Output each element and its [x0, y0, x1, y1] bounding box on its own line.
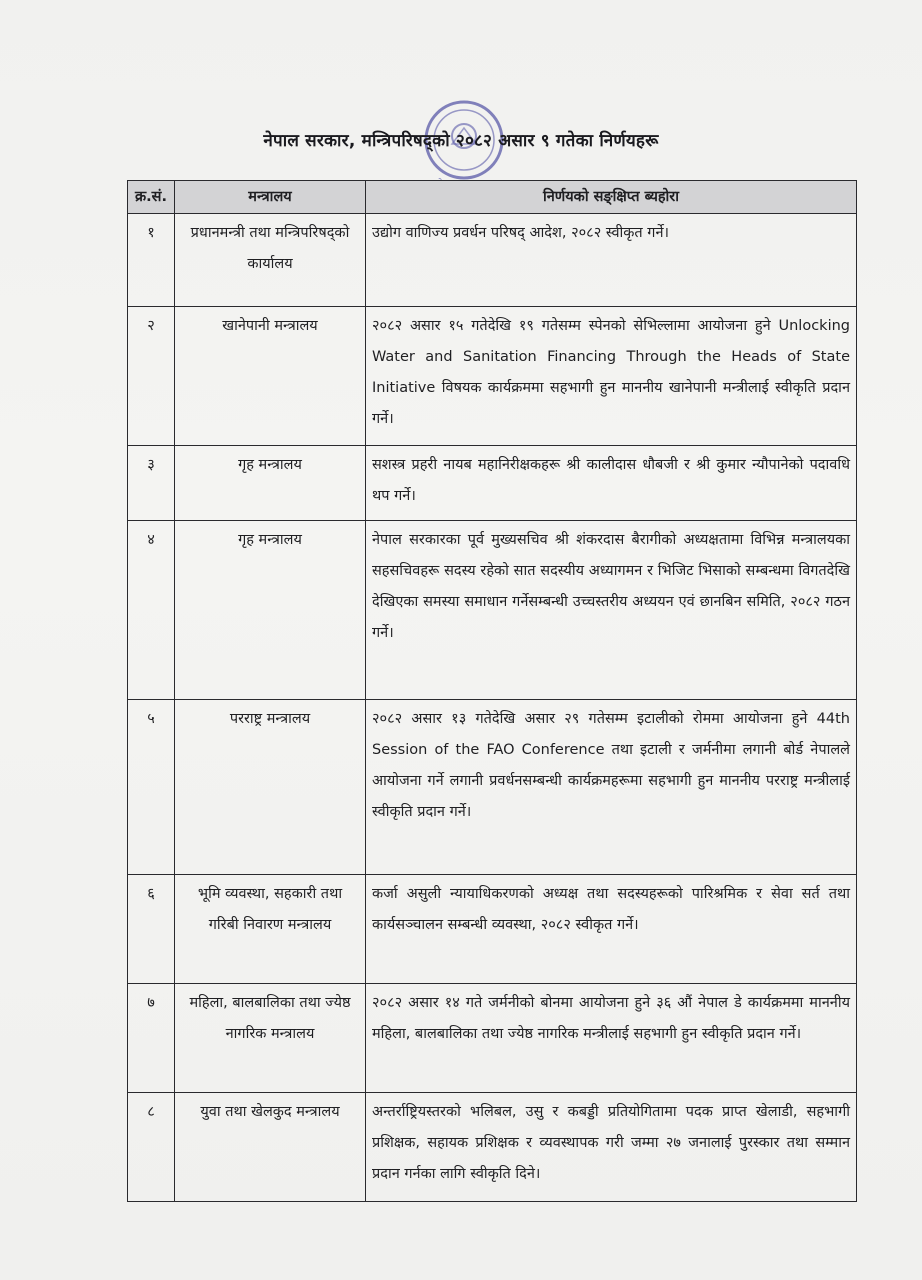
- table-header-row: [128, 181, 857, 214]
- row-ministry: भूमि व्यवस्था, सहकारी तथा गरिबी निवारण मन्त्रालय: [175, 875, 366, 984]
- row-serial: १: [128, 214, 175, 307]
- row-ministry: परराष्ट्र मन्त्रालय: [175, 700, 366, 875]
- row-decision: २०८२ असार १३ गतेदेखि असार २९ गतेसम्म इटालीको रोममा आयोजना हुने 44th Session of the FAO Conference तथा इटाली र जर्मनीमा लगानी बोर्ड नेपालले आयोजना गर्ने लगानी प्रवर्धनसम्बन्धी कार्यक्रमहरूमा सहभागी हुन माननीय परराष्ट्र मन्त्रीलाई स्वीकृति प्रदान गर्ने।: [366, 700, 857, 875]
- table-row: [128, 446, 857, 521]
- row-ministry: खानेपानी मन्त्रालय: [175, 307, 366, 446]
- row-ministry: युवा तथा खेलकुद मन्त्रालय: [175, 1093, 366, 1202]
- row-decision: २०८२ असार १५ गतेदेखि १९ गतेसम्म स्पेनको सेभिल्लामा आयोजना हुने Unlocking Water and Sanitation Financing Through the Heads of State Initiative विषयक कार्यक्रममा सहभागी हुन माननीय खानेपानी मन्त्रीलाई स्वीकृति प्रदान गर्ने।: [366, 307, 857, 446]
- row-serial: ४: [128, 521, 175, 700]
- page-title: नेपाल सरकार, मन्त्रिपरिषद्को २०८२ असार ९ गतेका निर्णयहरू: [263, 131, 659, 151]
- row-ministry: गृह मन्त्रालय: [175, 446, 366, 521]
- table-row: [128, 875, 857, 984]
- table-row: [128, 984, 857, 1093]
- row-serial: ३: [128, 446, 175, 521]
- table-row: [128, 700, 857, 875]
- decisions-table: [127, 180, 857, 1202]
- row-ministry: प्रधानमन्त्री तथा मन्त्रिपरिषद्को कार्यालय: [175, 214, 366, 307]
- table-row: [128, 307, 857, 446]
- table-row: [128, 521, 857, 700]
- row-decision: उद्योग वाणिज्य प्रवर्धन परिषद् आदेश, २०८२ स्वीकृत गर्ने।: [366, 214, 857, 307]
- row-serial: २: [128, 307, 175, 446]
- table-row: [128, 214, 857, 307]
- row-decision: २०८२ असार १४ गते जर्मनीको बोनमा आयोजना हुने ३६ औं नेपाल डे कार्यक्रममा माननीय महिला, बालबालिका तथा ज्येष्ठ नागरिक मन्त्रीलाई सहभागी हुन स्वीकृति प्रदान गर्ने।: [366, 984, 857, 1093]
- row-decision: नेपाल सरकारका पूर्व मुख्यसचिव श्री शंकरदास बैरागीको अध्यक्षतामा विभिन्न मन्त्रालयका सहसचिवहरू सदस्य रहेको सात सदस्यीय अध्यागमन र भिजिट भिसाको सम्बन्धमा विगतदेखि देखिएका समस्या समाधान गर्नेसम्बन्धी उच्चस्तरीय अध्ययन एवं छानबिन समिति, २०८२ गठन गर्ने।: [366, 521, 857, 700]
- row-decision: सशस्त्र प्रहरी नायब महानिरीक्षकहरू श्री कालीदास धौबजी र श्री कुमार न्यौपानेको पदावधि थप गर्ने।: [366, 446, 857, 521]
- table-row: [128, 1093, 857, 1202]
- header-ministry: मन्त्रालय: [175, 181, 366, 214]
- row-decision: अन्तर्राष्ट्रियस्तरको भलिबल, उसु र कबड्डी प्रतियोगितामा पदक प्राप्त खेलाडी, सहभागी प्रशिक्षक, सहायक प्रशिक्षक र व्यवस्थापक गरी जम्मा २७ जनालाई पुरस्कार तथा सम्मान प्रदान गर्नका लागि स्वीकृति दिने।: [366, 1093, 857, 1202]
- row-serial: ६: [128, 875, 175, 984]
- row-serial: ५: [128, 700, 175, 875]
- row-serial: ८: [128, 1093, 175, 1202]
- header-serial: क्र.सं.: [128, 181, 175, 214]
- row-serial: ७: [128, 984, 175, 1093]
- row-ministry: महिला, बालबालिका तथा ज्येष्ठ नागरिक मन्त्रालय: [175, 984, 366, 1093]
- header-decision: निर्णयको सङ्क्षिप्त ब्यहोरा: [366, 181, 857, 214]
- row-ministry: गृह मन्त्रालय: [175, 521, 366, 700]
- row-decision: कर्जा असुली न्यायाधिकरणको अध्यक्ष तथा सदस्यहरूको पारिश्रमिक र सेवा सर्त तथा कार्यसञ्चालन सम्बन्धी व्यवस्था, २०८२ स्वीकृत गर्ने।: [366, 875, 857, 984]
